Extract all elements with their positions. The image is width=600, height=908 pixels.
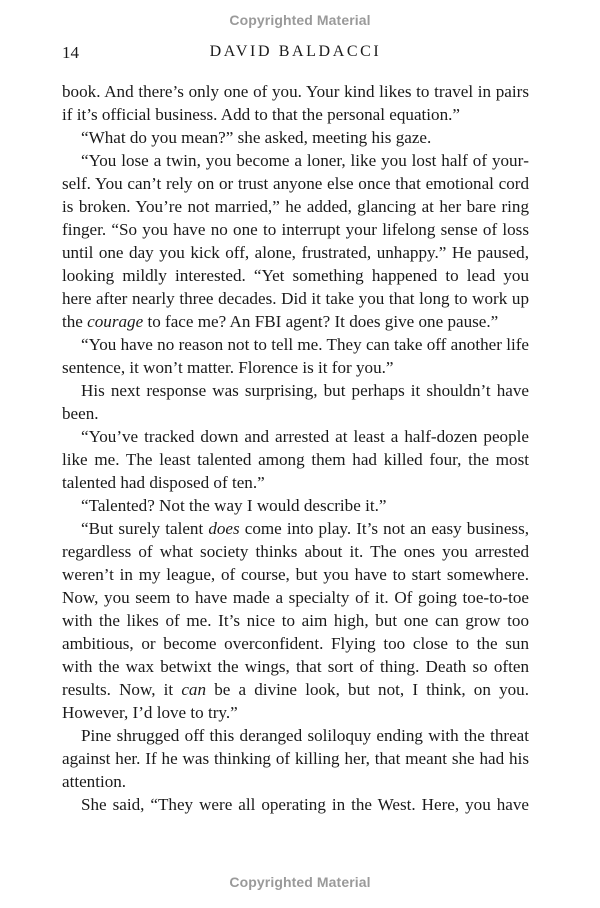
italic-text: courage bbox=[87, 312, 144, 331]
text-run: be a divine look, but not, I think, on you. However, I’d love to try.” bbox=[62, 680, 529, 722]
text-run: “You’ve tracked down and arrested at least a half-dozen people like me. The least talented among them had killed four, the most talented had disposed of ten.” bbox=[62, 427, 529, 492]
paragraph bbox=[62, 793, 529, 816]
text-run: Pine shrugged off this deranged soliloquy ending with the threat against her. If he was thinking of killing her, that meant she had his attention. bbox=[62, 726, 529, 791]
text-run: come into play. It’s not an easy business, regardless of what society thinks about it. The ones you arrested weren’t in my league, of course, but you have to start somewhere. Now, you seem to have made a specialty of it. Of going toe-to-toe with the likes of me. It’s nice to aim high, but one can grow too ambitious, or become overconfident. Flying too close to the sun with the wax betwixt the wings, that sort of thing. Death so often results. Now, it bbox=[62, 519, 529, 699]
running-head bbox=[62, 43, 529, 65]
text-run: His next response was surprising, but perhaps it shouldn’t have been. bbox=[62, 381, 529, 423]
running-head-author: DAVID BALDACCI bbox=[209, 43, 382, 60]
italic-text: can bbox=[181, 680, 207, 699]
text-run: “But surely talent bbox=[81, 519, 209, 538]
copyright-watermark-bottom: Copyrighted Material bbox=[229, 874, 371, 890]
paragraph bbox=[62, 149, 529, 333]
text-run: “Talented? Not the way I would describe it.” bbox=[81, 496, 387, 515]
copyright-watermark-top: Copyrighted Material bbox=[229, 12, 371, 28]
text-run: “What do you mean?” she asked, meeting his gaze. bbox=[81, 128, 432, 147]
paragraph bbox=[62, 425, 529, 494]
paragraph bbox=[62, 80, 529, 126]
body-text bbox=[62, 80, 529, 816]
text-run: “You have no reason not to tell me. They can take off another life sentence, it won’t matter. Florence is it for you.” bbox=[62, 335, 529, 377]
paragraph bbox=[62, 494, 529, 517]
paragraph bbox=[62, 333, 529, 379]
page-number: 14 bbox=[62, 43, 79, 62]
text-run: to face me? An FBI agent? It does give one pause.” bbox=[143, 312, 499, 331]
paragraph bbox=[62, 379, 529, 425]
paragraph bbox=[62, 517, 529, 724]
text-run: “You lose a twin, you become a loner, like you lost half of yourself. You can’t rely on or trust anyone else once that emotional cord is broken. You’re not married,” he added, glancing at her bare ring finger. “So you have no one to interrupt your lifelong sense of loss until one day you kick off, alone, frustrated, unhappy.” He paused, looking mildly interested. “Yet something happened to lead you here after nearly three decades. Did it take you that long to work up the bbox=[62, 151, 529, 331]
text-run: She said, “They were all operating in the West. Here, you have bbox=[81, 795, 529, 814]
italic-text: does bbox=[208, 519, 240, 538]
paragraph bbox=[62, 724, 529, 793]
paragraph bbox=[62, 126, 529, 149]
text-run: book. And there’s only one of you. Your kind likes to travel in pairs if it’s official business. Add to that the personal equation.” bbox=[62, 82, 529, 124]
